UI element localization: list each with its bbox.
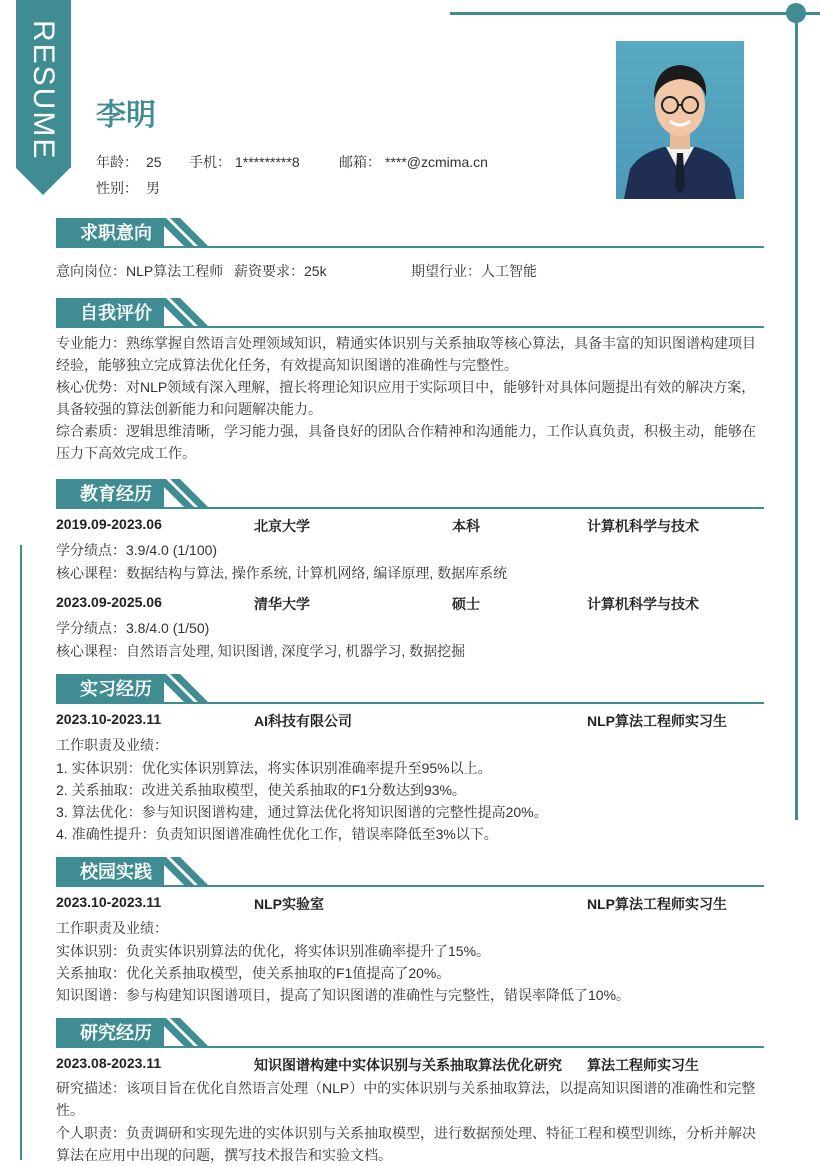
section-stripe-icon [156, 1018, 208, 1048]
research-role: 算法工程师实习生 [587, 1057, 699, 1073]
section-stripe-icon [156, 479, 208, 509]
top-decor-line [450, 12, 795, 15]
edu1-gpa: 学分绩点：3.9/4.0 (1/100) [56, 542, 218, 558]
self-eval-quality: 综合素质：逻辑思维清晰，学习能力强，具备良好的团队合作精神和沟通能力，工作认真负责，积极主动，能够在压力下高效完成工作。 [56, 423, 756, 461]
section-stripe-icon [156, 218, 208, 248]
portrait-illustration [616, 41, 744, 199]
section-rule [56, 246, 764, 248]
phone-field [189, 152, 300, 172]
age-value: 25 [146, 154, 162, 170]
intern-period: 2023.10-2023.11 [56, 711, 162, 727]
campus-period: 2023.10-2023.11 [56, 894, 162, 910]
campus-line: 工作职责及业绩： [56, 920, 168, 936]
resume-ribbon-text: RESUME [27, 20, 60, 161]
edu1-major: 计算机科学与技术 [587, 518, 699, 534]
phone-value: 1*********8 [235, 154, 300, 170]
gender-label: 性别： [96, 180, 138, 196]
section-stripe-icon [156, 298, 208, 328]
research-duties: 个人职责：负责调研和实现先进的实体识别与关系抽取模型，进行数据预处理、特征工程和模型训练，分析并解决算法在应用中出现的问题，撰写技术报告和实验文档。 [56, 1125, 756, 1163]
age-field [96, 152, 162, 172]
email-value: ****@zcmima.cn [385, 154, 488, 170]
right-decor-line [795, 14, 798, 820]
section-rule [56, 885, 764, 887]
candidate-name: 李明 [96, 99, 156, 132]
campus-line: 知识图谱：参与构建知识图谱项目，提高了知识图谱的准确性与完整性，错误率降低了10%。 [56, 987, 631, 1003]
section-header [56, 218, 764, 248]
intern-role: NLP算法工程师实习生 [587, 713, 727, 729]
intent-industry: 期望行业：人工智能 [411, 263, 537, 279]
section-title: 校园实践 [56, 857, 164, 887]
intent-salary: 薪资要求：25k [234, 263, 327, 279]
section-rule [56, 326, 764, 328]
section-internship [56, 674, 764, 849]
intent-position: 意向岗位：NLP算法工程师 [56, 263, 224, 279]
email-label: 邮箱： [339, 154, 381, 170]
edu2-period: 2023.09-2025.06 [56, 594, 162, 610]
campus-role: NLP算法工程师实习生 [587, 896, 727, 912]
left-decor-line [20, 545, 22, 1160]
edu2-courses: 核心课程：自然语言处理, 知识图谱, 深度学习, 机器学习, 数据挖掘 [56, 643, 466, 659]
section-rule [56, 507, 764, 509]
section-title: 自我评价 [56, 298, 164, 328]
section-header [56, 1018, 764, 1048]
section-rule [56, 702, 764, 704]
section-title: 实习经历 [56, 674, 164, 704]
section-education [56, 479, 764, 664]
portrait-photo [616, 41, 744, 199]
section-header [56, 857, 764, 887]
section-title: 求职意向 [56, 218, 164, 248]
section-header [56, 479, 764, 509]
gender-field [96, 178, 160, 198]
section-stripe-icon [156, 674, 208, 704]
research-description: 研究描述：该项目旨在优化自然语言处理（NLP）中的实体识别与关系抽取算法，以提高知识图谱的准确性和完整性。 [56, 1080, 756, 1118]
phone-label: 手机： [189, 154, 231, 170]
edu1-school: 北京大学 [254, 518, 310, 534]
campus-line: 关系抽取：优化关系抽取模型，使关系抽取的F1值提高了20%。 [56, 965, 451, 981]
age-label: 年龄： [96, 154, 138, 170]
section-intent [56, 218, 764, 288]
campus-org: NLP实验室 [254, 896, 324, 912]
edu1-degree: 本科 [452, 518, 480, 534]
edu2-major: 计算机科学与技术 [587, 596, 699, 612]
intern-line: 4. 准确性提升：负责知识图谱准确性优化工作，错误率降低至3%以下。 [56, 826, 498, 842]
self-eval-professional: 专业能力：熟练掌握自然语言处理领域知识，精通实体识别与关系抽取等核心算法，具备丰富的知识图谱构建项目经验，能够独立完成算法优化任务，有效提高知识图谱的准确性与完整性。 [56, 335, 756, 373]
section-header [56, 298, 764, 328]
gender-value: 男 [146, 180, 160, 196]
edu2-gpa: 学分绩点：3.8/4.0 (1/50) [56, 620, 210, 636]
section-title: 教育经历 [56, 479, 164, 509]
research-period: 2023.08-2023.11 [56, 1055, 162, 1071]
email-field [339, 152, 488, 172]
edu1-period: 2019.09-2023.06 [56, 516, 162, 532]
self-eval-advantage: 核心优势：对NLP领域有深入理解，擅长将理论知识应用于实际项目中，能够针对具体问题提出有效的解决方案，具备较强的算法创新能力和问题解决能力。 [56, 379, 756, 417]
section-self-eval [56, 298, 764, 468]
edu2-school: 清华大学 [254, 596, 310, 612]
resume-ribbon-tip [16, 168, 70, 195]
edu2-degree: 硕士 [452, 596, 480, 612]
section-header [56, 674, 764, 704]
intern-company: AI科技有限公司 [254, 713, 352, 729]
research-project: 知识图谱构建中实体识别与关系抽取算法优化研究 [254, 1057, 562, 1073]
edu1-courses: 核心课程：数据结构与算法, 操作系统, 计算机网络, 编译原理, 数据库系统 [56, 565, 508, 581]
section-stripe-icon [156, 857, 208, 887]
intern-line: 2. 关系抽取：改进关系抽取模型，使关系抽取的F1分数达到93%。 [56, 782, 466, 798]
section-research [56, 1018, 764, 1163]
intern-line: 工作职责及业绩： [56, 737, 168, 753]
section-rule [56, 1046, 764, 1048]
campus-line: 实体识别：负责实体识别算法的优化，将实体识别准确率提升了15%。 [56, 943, 491, 959]
section-title: 研究经历 [56, 1018, 164, 1048]
intern-line: 1. 实体识别：优化实体识别算法，将实体识别准确率提升至95%以上。 [56, 760, 492, 776]
intern-line: 3. 算法优化：参与知识图谱构建，通过算法优化将知识图谱的完整性提高20%。 [56, 804, 548, 820]
section-campus [56, 857, 764, 1007]
